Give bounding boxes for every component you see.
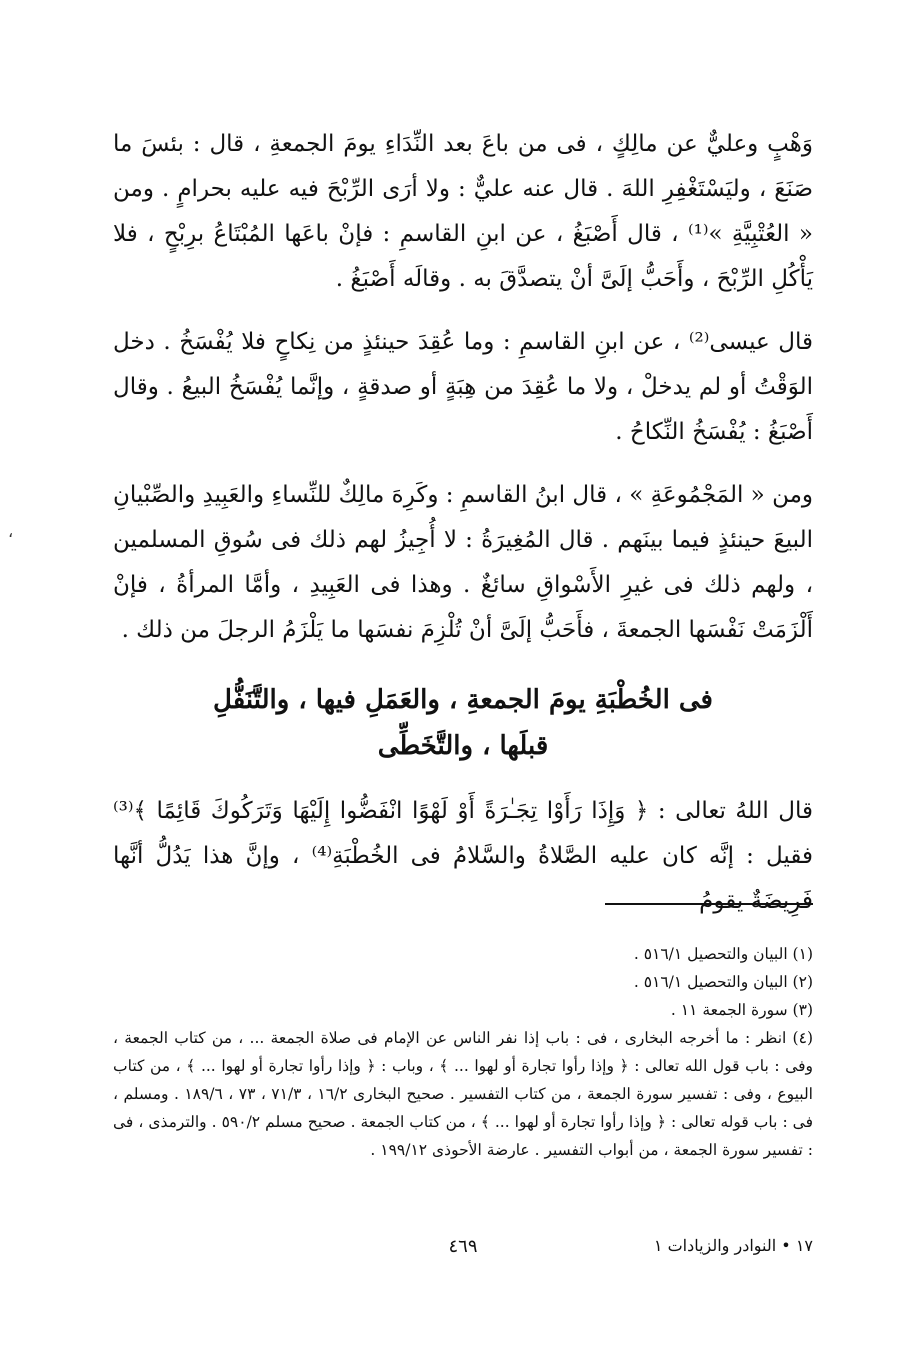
paragraph-2: قال عيسى⁽²⁾ ، عن ابنِ القاسمِ : وما عُقِدَ حينئذٍ من نِكاحٍ فلا يُفْسَخُ . دخل الوَقْتُ أو لم يدخلْ ، ولا ما عُقِدَ من هِبَةٍ أو صدقةٍ ، وإنَّما يُفْسَخُ البيعُ . وقال أَصْبَغُ : يُفْسَخُ النِّكاحُ . (113, 329, 813, 445)
footnote-3: (٣) سورة الجمعة ١١ . (670, 1001, 813, 1019)
footnote-4: (٤) انظر : ما أخرجه البخارى ، فى : باب إذا نفر الناس عن الإمام فى صلاة الجمعة ... ، من كتاب الجمعة ، وفى : باب قول الله تعالى : ﴿ وإذا رأوا تجارة أو لهوا ... ﴾ ، وباب : ﴿ وإذا رأوا تجارة أو لهوا ... ﴾ ، من كتاب البيوع ، وفى : تفسير سورة الجمعة ، من كتاب التفسير . صحيح البخارى ١٦/٢ ، ٧١/٣ ، ٧٣ ، ١٨٩/٦ . ومسلم ، فى : باب قوله تعالى : ﴿ وإذا رأوا تجارة أو لهوا ... ﴾ ، من كتاب الجمعة . صحيح مسلم ٥٩٠/٢ . والترمذى ، فى : تفسير سورة الجمعة ، من أبواب التفسير . عارضة الأحوذى ١٩٩/١٢ . (113, 1029, 813, 1159)
margin-mark: ، (8, 522, 14, 541)
paragraph-1: وَهْبٍ وعليٌّ عن مالِكٍ ، فى من باعَ بعد النِّدَاءِ يومَ الجمعةِ ، قال : بئسَ ما صَنَعَ ، وليَسْتَغْفِرِ اللهَ . قال عنه عليٌّ : ولا أرَى الرِّبْحَ فيه عليه بحرامٍ . ومن « العُتْبِيَّةِ »⁽¹⁾ ، قال أَصْبَغُ ، عن ابنِ القاسمِ : فإنْ باعَها المُبْتَاعُ برِبْحٍ ، فلا يَأْكُلِ الرِّبْحَ ، وأَحَبُّ إلَىَّ أنْ يتصدَّقَ به . وقالَه أَصْبَغُ . (113, 131, 813, 292)
main-text (113, 122, 813, 942)
footnotes (113, 940, 813, 1164)
footnote-2: (٢) البيان والتحصيل ٥١٦/١ . (633, 973, 813, 991)
page-number: ٤٦٩ (448, 1236, 478, 1257)
section-heading (113, 677, 813, 769)
page-footer (113, 1236, 813, 1264)
paragraph-3: ومن « المَجْمُوعَةِ » ، قال ابنُ القاسمِ : وكَرِهَ مالِكٌ للنِّساءِ والعَبِيدِ والصِّبْيانِ البيعَ حينئذٍ فيما بينَهم . قال المُغِيرَةُ : لا أُجِيزُ لهم ذلك فى سُوقِ المسلمين ، ولهم ذلك فى غيرِ الأَسْواقِ سائغٌ . وهذا فى العَبِيدِ ، وأمَّا المرأةُ ، فإنْ أَلْزَمَتْ نَفْسَها الجمعةَ ، فأَحَبُّ إلَىَّ أنْ تُلْزِمَ نفسَها ما يَلْزَمُ الرجلَ من ذلك . (113, 482, 813, 643)
signature-mark: ١٧ • النوادر والزيادات ١ (653, 1236, 813, 1255)
footnote-separator (605, 903, 813, 905)
section-heading-line-2: قبلَها ، والتَّخَطِّى (377, 731, 549, 761)
paragraph-4: قال اللهُ تعالى : ﴿ وَإِذَا رَأَوْا تِجَـٰرَةً أَوْ لَهْوًا انْفَضُّوا إِلَيْهَا وَتَرَكُوكَ قَائِمًا ﴾⁽³⁾ فقيل : إنَّه كان عليه الصَّلاةُ والسَّلامُ فى الخُطْبَةِ⁽⁴⁾ ، وإنَّ هذا يَدُلُّ أنَّها فَرِيضَةٌ يقومُ (113, 798, 813, 914)
footnote-1: (١) البيان والتحصيل ٥١٦/١ . (633, 945, 813, 963)
section-heading-line-1: فى الخُطْبَةِ يومَ الجمعةِ ، والعَمَلِ فيها ، والتَّنَفُّلِ (213, 685, 713, 715)
